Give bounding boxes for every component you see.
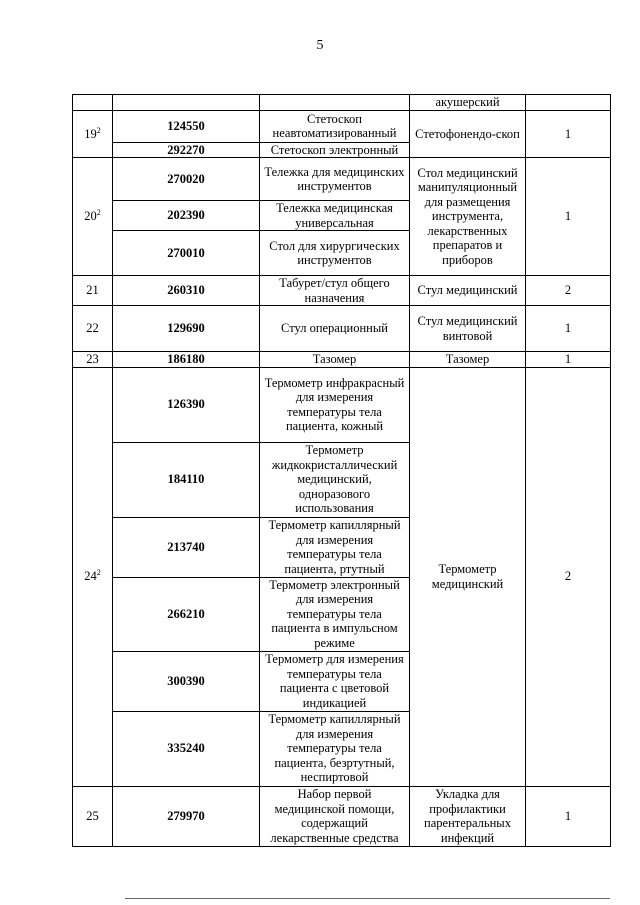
table-row — [73, 276, 611, 306]
code-cell: 279970 — [113, 786, 260, 846]
footnote-mark: 2 — [96, 208, 101, 218]
name-cell: Термометр для измерения температуры тела пациента с цветовой индикацией — [260, 651, 410, 711]
name-cell: Термометр капиллярный для измерения температуры тела пациента, безртутный, неспиртовой — [260, 711, 410, 786]
qty-cell: 2 — [526, 367, 611, 786]
qty-cell — [526, 95, 611, 111]
row-number-cell: 21 — [73, 276, 113, 306]
qty-cell: 1 — [526, 158, 611, 276]
name-cell: Набор первой медицинской помощи, содержащий лекарственные средства — [260, 786, 410, 846]
row-number-cell — [73, 110, 113, 158]
table-row — [73, 110, 611, 142]
type-cell: Стол медицинский манипуляционный для размещения инструмента, лекарственных препаратов и приборов — [410, 158, 526, 276]
type-cell: Стул медицинский винтовой — [410, 306, 526, 352]
row-number-cell: 25 — [73, 786, 113, 846]
code-cell: 270010 — [113, 231, 260, 276]
type-cell: Стетофонендо-скоп — [410, 110, 526, 158]
code-cell: 124550 — [113, 110, 260, 142]
row-number: 20 — [84, 209, 97, 224]
table-row — [73, 367, 611, 442]
code-cell: 184110 — [113, 442, 260, 517]
code-cell: 266210 — [113, 577, 260, 651]
code-cell: 202390 — [113, 201, 260, 231]
name-cell: Стул операционный — [260, 306, 410, 352]
qty-cell: 1 — [526, 786, 611, 846]
row-number-cell — [73, 95, 113, 111]
name-cell: Термометр жидкокристаллический медицинский, одноразового использования — [260, 442, 410, 517]
code-cell: 186180 — [113, 352, 260, 368]
row-number-cell: 23 — [73, 352, 113, 368]
row-number-cell — [73, 367, 113, 786]
name-cell: Тазомер — [260, 352, 410, 368]
name-cell: Стетоскоп электронный — [260, 142, 410, 158]
table-row — [73, 306, 611, 352]
code-cell: 292270 — [113, 142, 260, 158]
page-number: 5 — [316, 38, 324, 53]
table-row — [73, 95, 611, 111]
code-cell: 260310 — [113, 276, 260, 306]
type-cell: акушерский — [410, 95, 526, 111]
code-cell: 129690 — [113, 306, 260, 352]
name-cell: Табурет/стул общего назначения — [260, 276, 410, 306]
code-cell: 335240 — [113, 711, 260, 786]
code-cell: 126390 — [113, 367, 260, 442]
equipment-table — [72, 94, 611, 847]
row-number: 19 — [84, 126, 97, 141]
code-cell: 213740 — [113, 517, 260, 577]
type-cell: Укладка для профилактики парентеральных инфекций — [410, 786, 526, 846]
table-row — [73, 352, 611, 368]
name-cell: Термометр электронный для измерения температуры тела пациента в импульсном режиме — [260, 577, 410, 651]
footnote-mark: 2 — [96, 125, 101, 135]
row-number: 24 — [84, 569, 97, 584]
table-row — [73, 158, 611, 201]
name-cell: Термометр капиллярный для измерения температуры тела пациента, ртутный — [260, 517, 410, 577]
type-cell: Стул медицинский — [410, 276, 526, 306]
name-cell: Стол для хирургических инструментов — [260, 231, 410, 276]
qty-cell: 1 — [526, 352, 611, 368]
qty-cell: 1 — [526, 110, 611, 158]
type-cell: Термометр медицинский — [410, 367, 526, 786]
name-cell: Термометр инфракрасный для измерения температуры тела пациента, кожный — [260, 367, 410, 442]
name-cell: Тележка для медицинских инструментов — [260, 158, 410, 201]
row-number-cell: 22 — [73, 306, 113, 352]
name-cell: Стетоскоп неавтоматизированный — [260, 110, 410, 142]
code-cell — [113, 95, 260, 111]
type-cell: Тазомер — [410, 352, 526, 368]
footer-divider — [125, 898, 610, 899]
name-cell: Тележка медицинская универсальная — [260, 201, 410, 231]
footnote-mark: 2 — [96, 568, 101, 578]
qty-cell: 1 — [526, 306, 611, 352]
row-number-cell — [73, 158, 113, 276]
qty-cell: 2 — [526, 276, 611, 306]
table-row — [73, 786, 611, 846]
name-cell — [260, 95, 410, 111]
code-cell: 300390 — [113, 651, 260, 711]
code-cell: 270020 — [113, 158, 260, 201]
